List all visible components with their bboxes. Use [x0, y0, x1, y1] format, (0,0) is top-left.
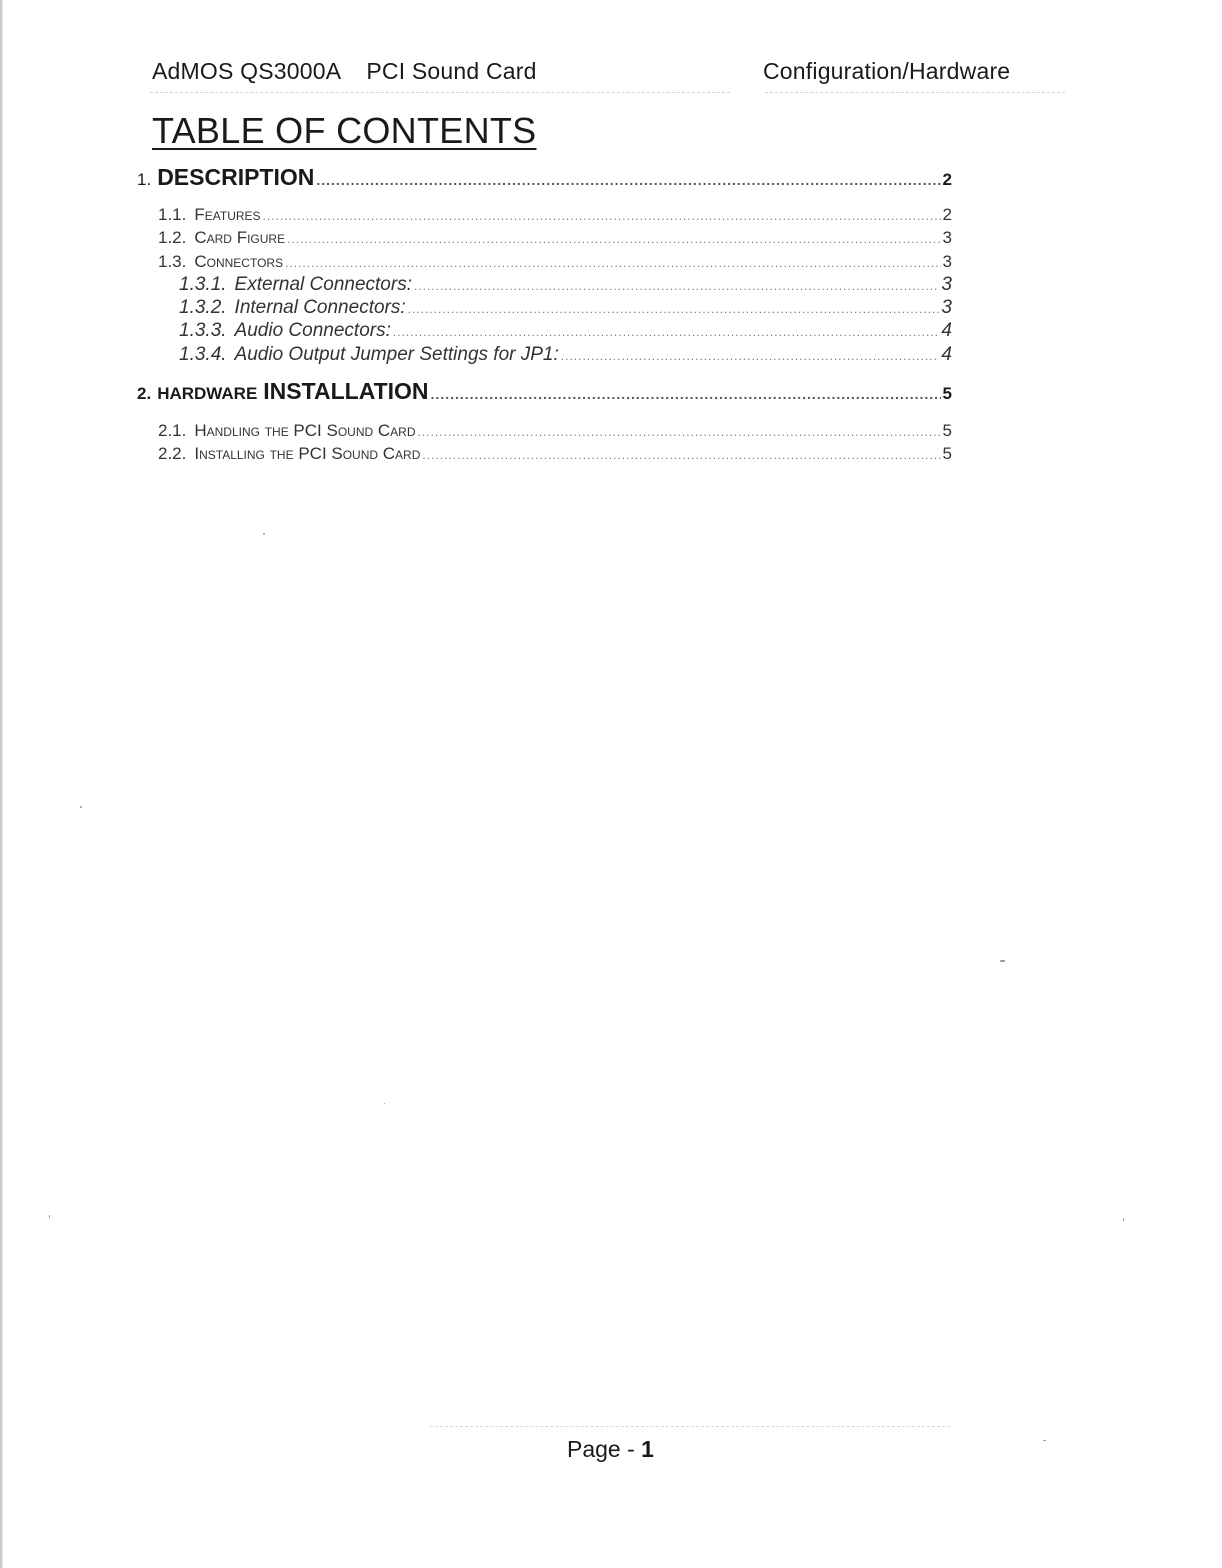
toc-entry-handling: [158, 421, 952, 441]
toc-leader-dots: [431, 386, 941, 402]
toc-entry-label: DESCRIPTION: [157, 164, 315, 190]
toc-entry-number: 1.3.1.: [179, 274, 227, 295]
header-product: AdMOS QS3000A PCI Sound Card: [152, 58, 537, 84]
toc-entry-number: 1.3.2.: [179, 297, 227, 318]
page-title: TABLE OF CONTENTS: [152, 110, 537, 151]
toc-entry-audio-connectors: [179, 320, 952, 342]
toc-leader-dots: [418, 425, 941, 439]
toc-leader-dots: [316, 172, 940, 188]
scan-speck: [1123, 1218, 1124, 1221]
toc-entry-label: Features: [194, 205, 261, 224]
toc-entry-page: 3: [942, 252, 952, 271]
toc-leader-dots: [287, 232, 940, 246]
toc-entry-page: 2: [942, 170, 952, 189]
toc-entry-label: Handling the PCI Sound Card: [194, 421, 416, 440]
toc-entry-number: 1.2.: [158, 228, 187, 247]
scan-speck: [49, 1215, 50, 1218]
scan-speck: [263, 533, 265, 535]
footer-rule: [430, 1426, 950, 1427]
page-number-value: 1: [641, 1436, 654, 1462]
toc-entry-jumper-settings: [179, 344, 952, 366]
toc-entry-description: [137, 164, 952, 191]
toc-entry-page: 4: [941, 344, 952, 365]
toc-entry-page: 3: [941, 274, 952, 295]
toc-entry-label: Installing the PCI Sound Card: [194, 444, 421, 463]
toc-entry-label-lead: HARDWARE: [157, 384, 258, 403]
toc-entry-features: [158, 205, 952, 225]
scan-speck: [1000, 960, 1005, 962]
toc-leader-dots: [414, 279, 939, 293]
toc-leader-dots: [285, 256, 940, 270]
toc-entry-label: Connectors: [194, 252, 284, 271]
toc-entry-page: 5: [942, 384, 952, 403]
toc-entry-internal-connectors: [179, 297, 952, 319]
scan-speck: [1043, 1440, 1046, 1441]
toc-entry-number: 1.: [137, 170, 152, 189]
toc-entry-label: Internal Connectors:: [234, 297, 406, 318]
toc-entry-installing: [158, 444, 952, 464]
toc-entry-page: 4: [941, 320, 952, 341]
toc-entry-external-connectors: [179, 274, 952, 296]
toc-entry-number: 1.3.4.: [179, 344, 227, 365]
toc-entry-label: Card Figure: [194, 228, 286, 247]
toc-entry-number: 2.1.: [158, 421, 187, 440]
toc-leader-dots: [408, 302, 940, 316]
toc-entry-label: Audio Output Jumper Settings for JP1:: [234, 344, 559, 365]
toc-entry-page: 5: [942, 421, 952, 440]
header-rule: [150, 92, 730, 93]
toc-leader-dots: [393, 325, 940, 339]
toc-entry-page: 3: [942, 228, 952, 247]
toc-entry-connectors: [158, 252, 952, 272]
scan-speck: [80, 806, 82, 808]
toc-leader-dots: [561, 349, 940, 363]
toc-entry-page: 5: [942, 444, 952, 463]
toc-entry-page: 2: [942, 205, 952, 224]
page-number: [567, 1436, 654, 1463]
toc-entry-card-figure: [158, 228, 952, 248]
toc-entry-label: Audio Connectors:: [234, 320, 391, 341]
header-rule: [765, 92, 1065, 93]
toc-entry-number: 2.2.: [158, 444, 187, 463]
toc-entry-page: 3: [941, 297, 952, 318]
toc-entry-number: 2.: [137, 384, 152, 403]
header-section: Configuration/Hardware: [763, 58, 1011, 84]
toc-entry-label: External Connectors:: [234, 274, 412, 295]
toc-entry-hardware-installation: [137, 378, 952, 405]
toc-entry-number: 1.3.3.: [179, 320, 227, 341]
toc-entry-label: INSTALLATION: [263, 378, 429, 404]
toc-entry-number: 1.1.: [158, 205, 187, 224]
toc-leader-dots: [263, 209, 941, 223]
scan-edge: [0, 0, 3, 1568]
scan-speck: [384, 1103, 385, 1104]
toc-entry-number: 1.3.: [158, 252, 187, 271]
page-number-label: Page -: [567, 1436, 642, 1462]
toc-leader-dots: [422, 448, 940, 462]
